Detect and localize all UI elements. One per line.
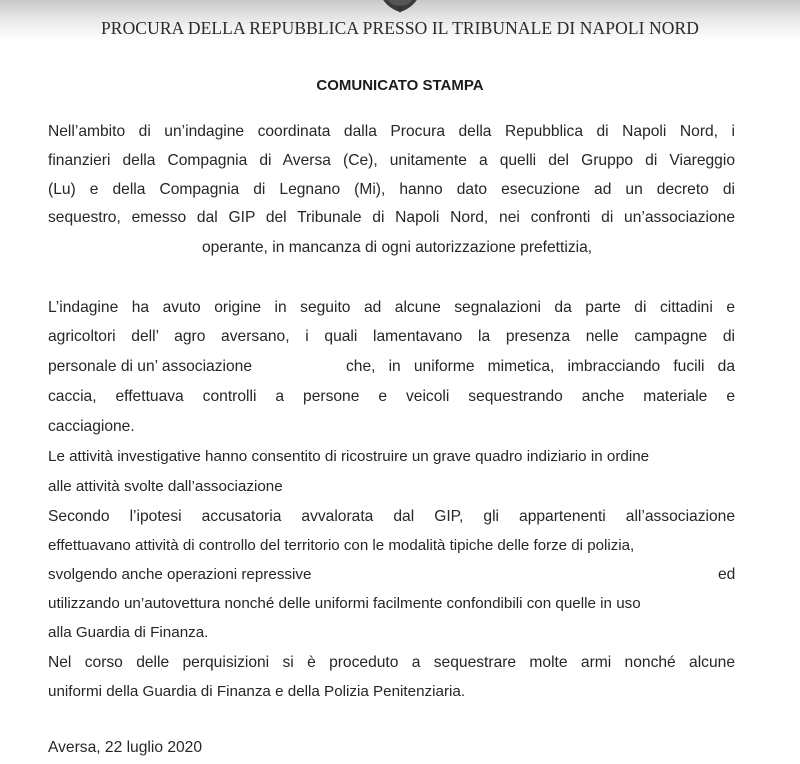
emblem-icon [370,0,430,14]
paragraph-line: Le attività investigative hanno consentito di ricostruire un grave quadro indiziario in ordine [48,448,650,465]
paragraph-line: caccia, effettuava controlli a persone e veicoli sequestrando anche materiale e [48,388,735,405]
paragraph-line: utilizzando un’autovettura nonché delle uniformi facilmente confondibili con quelle in uso [48,595,641,612]
paragraph-line: operante, in mancanza di ogni autorizzazione prefettizia, [202,239,593,256]
paragraph-line: Nell’ambito di un’indagine coordinata dalla Procura della Repubblica di Napoli Nord, i [48,123,735,140]
paragraph-line: effettuavano attività di controllo del territorio con le modalità tipiche delle forze di polizia, [48,537,635,554]
paragraph-line: che, in uniforme mimetica, imbracciando fucili da [346,358,735,375]
paragraph-line: alle attività svolte dall’associazione [48,478,283,495]
place-date: Aversa, 22 luglio 2020 [48,739,203,756]
paragraph-line: uniformi della Guardia di Finanza e della Polizia Penitenziaria. [48,683,466,700]
paragraph-line: alla Guardia di Finanza. [48,624,209,641]
paragraph-line: (Lu) e della Compagnia di Legnano (Mi), hanno dato esecuzione ad un decreto di [48,181,735,198]
paragraph-line: Nel corso delle perquisizioni si è proceduto a sequestrare molte armi nonché alcune [48,654,735,671]
institution-header: PROCURA DELLA REPUBBLICA PRESSO IL TRIBUNALE DI NAPOLI NORD [100,18,700,38]
paragraph-line: personale di un’ associazione [48,358,253,375]
document-title: COMUNICATO STAMPA [316,77,484,94]
paragraph-line: L’indagine ha avuto origine in seguito ad alcune segnalazioni da parte di cittadini e [48,299,735,316]
paragraph-line: sequestro, emesso dal GIP del Tribunale di Napoli Nord, nei confronti di un’associazione [48,209,735,226]
paragraph-line: finanzieri della Compagnia di Aversa (Ce), unitamente a quelli del Gruppo di Viareggio [48,152,735,169]
paragraph-line: cacciagione. [48,418,135,435]
paragraph-line: ed [718,566,736,583]
paragraph-line: agricoltori dell’ agro aversano, i quali lamentavano la presenza nelle campagne di [48,328,735,345]
paragraph-line: svolgendo anche operazioni repressive [48,566,312,583]
paragraph-line: Secondo l’ipotesi accusatoria avvalorata dal GIP, gli appartenenti all’associazione [48,508,735,525]
